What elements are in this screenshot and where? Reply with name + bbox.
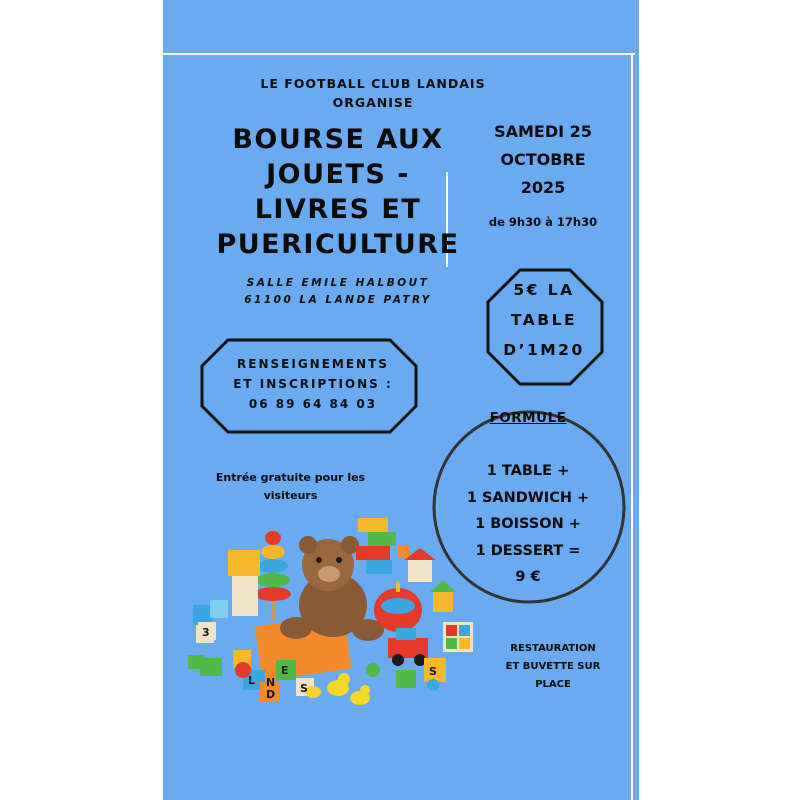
catering-text bbox=[493, 640, 613, 694]
toy-letter-7: S bbox=[429, 665, 437, 678]
event-hours: de 9h30 à 17h30 bbox=[488, 215, 598, 229]
title-line-3: LIVRES ET bbox=[254, 194, 422, 225]
formule-line-3: 1 BOISSON + bbox=[475, 516, 581, 532]
price-line-1: 5€ LA bbox=[513, 281, 575, 299]
event-date bbox=[468, 118, 618, 202]
toy-letter-5: S bbox=[300, 682, 308, 695]
formule-line-4: 1 DESSERT = bbox=[475, 542, 581, 559]
toy-letter-2: D bbox=[266, 688, 276, 701]
toy-letter-1: 3 bbox=[202, 626, 210, 639]
resto-line-1: RESTAURATION bbox=[510, 643, 596, 654]
formule-label: FORMULE bbox=[489, 410, 567, 426]
formule-line-1: 1 TABLE + bbox=[486, 463, 570, 479]
venue-line-1: SALLE EMILE HALBOUT bbox=[246, 277, 430, 289]
date-line-2: OCTOBRE bbox=[500, 150, 586, 169]
info-line-2: ET INSCRIPTIONS : bbox=[233, 377, 393, 391]
contact-info bbox=[208, 354, 418, 414]
free-entry-text bbox=[183, 469, 398, 505]
formule-price: 9 € bbox=[515, 569, 541, 585]
event-title bbox=[183, 122, 493, 262]
price-line-2: TABLE bbox=[510, 311, 578, 329]
date-line-3: 2025 bbox=[520, 178, 566, 197]
toy-letter-3: N bbox=[266, 676, 276, 689]
price-line-3: D’1M20 bbox=[503, 341, 585, 359]
date-line-1: SAMEDI 25 bbox=[494, 122, 592, 141]
venue-line-2: 61100 LA LANDE PATRY bbox=[244, 294, 432, 306]
poster bbox=[163, 0, 639, 800]
toy-letter-6: L bbox=[248, 674, 256, 687]
venue-address bbox=[188, 275, 488, 309]
formule-line-2: 1 SANDWICH + bbox=[466, 489, 590, 506]
frame-line-top bbox=[163, 53, 635, 55]
entry-line-1: Entrée gratuite pour les bbox=[215, 471, 366, 484]
info-line-1: RENSEIGNEMENTS bbox=[237, 357, 389, 371]
phone-number: 06 89 64 84 03 bbox=[248, 397, 378, 411]
toy-letter-4: E bbox=[281, 664, 289, 677]
organizer-line-2: ORGANISE bbox=[332, 95, 414, 110]
title-line-4: PUERICULTURE bbox=[216, 229, 460, 260]
title-line-1: BOURSE AUX bbox=[232, 124, 444, 155]
title-line-2: JOUETS - bbox=[266, 159, 410, 190]
resto-line-3: PLACE bbox=[535, 679, 571, 690]
organizer-line-1: LE FOOTBALL CLUB LANDAIS bbox=[260, 76, 486, 91]
resto-line-2: ET BUVETTE SUR bbox=[505, 661, 601, 672]
toys-and-teddy-bear-icon bbox=[188, 510, 488, 715]
frame-line-right bbox=[631, 53, 633, 800]
organizer-text bbox=[243, 74, 503, 112]
table-price bbox=[486, 275, 602, 365]
entry-line-2: visiteurs bbox=[263, 489, 318, 502]
